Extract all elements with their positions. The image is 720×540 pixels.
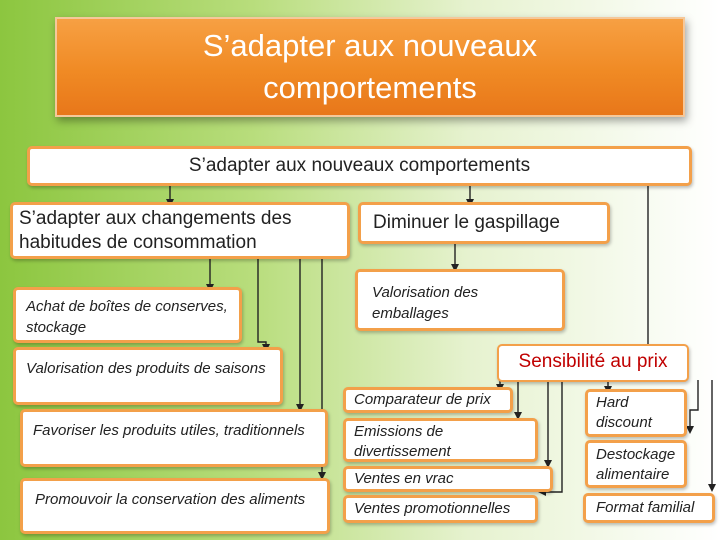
price-item-label: Emissions de divertissement [354,423,451,460]
price-item-clearance [585,440,687,488]
habits-item-label: Valorisation des produits de saisons [26,360,266,377]
price-item-label: Hard discount [596,394,652,431]
slide-title: S’adapter aux nouveaux comportements [55,17,685,117]
habits-item-seasonal-products [13,347,283,405]
price-item-comparator [343,387,513,413]
habits-item-label: Promouvoir la conservation des aliments [35,491,306,508]
price-item-entertainment [343,418,538,462]
price-item-hard-discount [585,389,687,437]
waste-item-label: Valorisation des emballages [372,284,479,322]
price-item-family-format [583,493,715,523]
price-item-label: Ventes promotionnelles [354,500,511,517]
price-item-label: Destockage alimentaire [596,446,676,483]
branch-waste-label: Diminuer le gaspillage [373,212,560,233]
habits-item-food-preservation [20,478,330,534]
branch-price-label: Sensibilité au prix [518,351,668,372]
price-item-label: Ventes en vrac [354,470,454,487]
waste-item-packaging [355,269,565,331]
branch-waste-node [358,202,610,244]
root-node [27,146,692,186]
habits-item-traditional-products [20,409,328,467]
branch-price-node [497,344,689,382]
price-item-label: Comparateur de prix [354,391,491,408]
habits-item-label: Favoriser les produits utiles, traditionnels [33,422,305,439]
price-item-label: Format familial [596,499,695,516]
price-item-bulk-sales [343,466,553,492]
price-item-promotional-sales [343,495,538,523]
habits-item-label: Achat de boîtes de conserves, stockage [26,298,228,336]
root-node-label: S’adapter aux nouveaux comportements [188,155,531,176]
branch-habits-label: S’adapter aux changements des habitudes de consommation [19,208,292,253]
habits-item-canned-goods [13,287,242,343]
branch-habits-node [10,202,350,259]
